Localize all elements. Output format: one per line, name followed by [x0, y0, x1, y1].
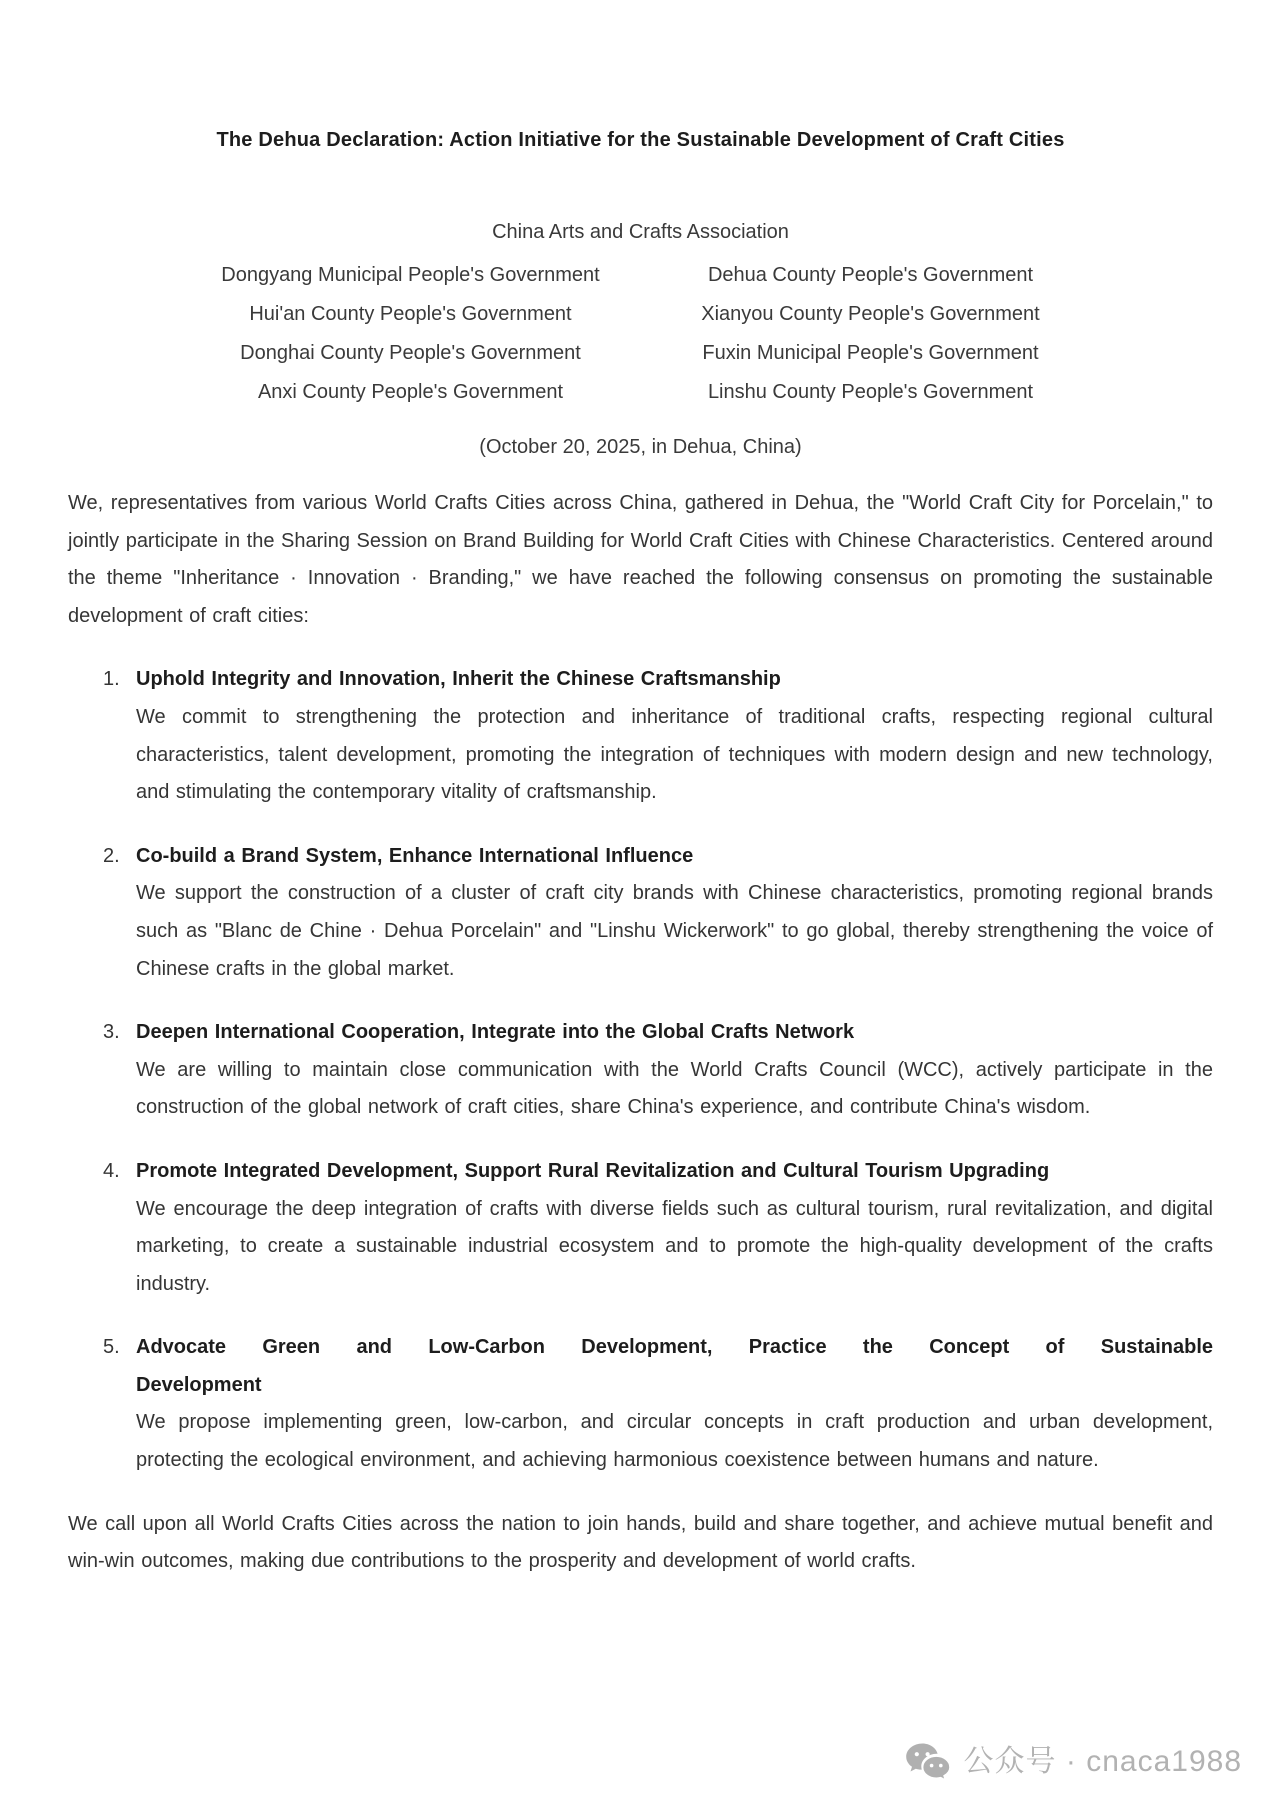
item-body: We are willing to maintain close communication with the World Crafts Council (WCC), actively participate in the construction of the global network of craft cities, share China's experience, and contribute China's wisdom. — [136, 1058, 1213, 1119]
item-number: 4. — [103, 1159, 120, 1182]
item-heading: Co-build a Brand System, Enhance International Influence — [136, 844, 694, 867]
org-name: Anxi County People's Government — [257, 381, 564, 403]
list-item-5 — [68, 1329, 1213, 1479]
org-name: Dongyang Municipal People's Government — [221, 264, 600, 286]
item-body: We propose implementing green, low-carbon, and circular concepts in craft production and urban development, protecting the ecological environment, and achieving harmonious coexistence between humans and nature. — [136, 1411, 1213, 1472]
item-body: We support the construction of a cluster of craft city brands with Chinese characteristics, promoting regional brands such as "Blanc de Chine · Dehua Porcelain" and "Linshu Wickerwork" to go global, thereby strengthening the voice of Chinese crafts in the global market. — [136, 882, 1213, 980]
item-number: 2. — [103, 844, 120, 867]
org-list — [181, 256, 1101, 412]
item-heading: Uphold Integrity and Innovation, Inherit the Chinese Craftsmanship — [136, 668, 781, 691]
item-heading: Deepen International Cooperation, Integrate into the Global Crafts Network — [136, 1021, 855, 1044]
intro-paragraph: We, representatives from various World Crafts Cities across China, gathered in Dehua, the "World Craft City for Porcelain," to jointly participate in the Sharing Session on Brand Building for World Craft Cities with Chinese Characteristics. Centered around the theme "Inheritance · Innovation · Branding," we have reached the following consensus on promoting the sustainable development of craft cities: — [68, 492, 1213, 627]
wechat-icon — [905, 1742, 951, 1782]
org-name: Linshu County People's Government — [707, 381, 1034, 403]
list-item-1 — [68, 661, 1213, 811]
org-name: Dehua County People's Government — [707, 264, 1034, 286]
item-heading: Promote Integrated Development, Support Rural Revitalization and Cultural Tourism Upgrading — [136, 1159, 1050, 1182]
org-row — [181, 295, 1101, 334]
org-name: Xianyou County People's Government — [701, 303, 1040, 325]
item-number: 1. — [103, 668, 120, 691]
org-name: Fuxin Municipal People's Government — [702, 342, 1039, 364]
org-row — [181, 334, 1101, 373]
page-title: The Dehua Declaration: Action Initiative for the Sustainable Development of Craft Cities — [216, 129, 1065, 151]
watermark-label: 公众号 · cnaca1988 — [963, 1745, 1242, 1778]
dateline: (October 20, 2025, in Dehua, China) — [479, 436, 802, 458]
list-item-3 — [68, 1014, 1213, 1127]
org-name: Donghai County People's Government — [240, 342, 581, 364]
org-name: Hui'an County People's Government — [249, 303, 572, 325]
item-body: We encourage the deep integration of crafts with diverse fields such as cultural tourism, rural revitalization, and digital marketing, to create a sustainable industrial ecosystem and to promote the high-quality development of the crafts industry. — [136, 1197, 1213, 1295]
watermark — [905, 1740, 1242, 1784]
item-number: 3. — [103, 1021, 120, 1044]
list-item-4 — [68, 1153, 1213, 1303]
item-number: 5. — [103, 1336, 120, 1359]
org-primary: China Arts and Crafts Association — [492, 221, 789, 243]
closing-paragraph: We call upon all World Crafts Cities across the nation to join hands, build and share together, and achieve mutual benefit and win-win outcomes, making due contributions to the prosperity and development of world crafts. — [68, 1512, 1213, 1573]
org-row — [181, 373, 1101, 412]
item-heading: Advocate Green and Low-Carbon Development, Practice the Concept of Sustainable — [136, 1336, 1213, 1359]
list-item-2 — [68, 838, 1213, 988]
item-body: We commit to strengthening the protection and inheritance of traditional crafts, respecting regional cultural characteristics, talent development, promoting the integration of techniques with modern design and new technology, and stimulating the contemporary vitality of craftsmanship. — [136, 705, 1213, 804]
item-heading-line2: Development — [136, 1373, 262, 1396]
org-row — [181, 256, 1101, 295]
